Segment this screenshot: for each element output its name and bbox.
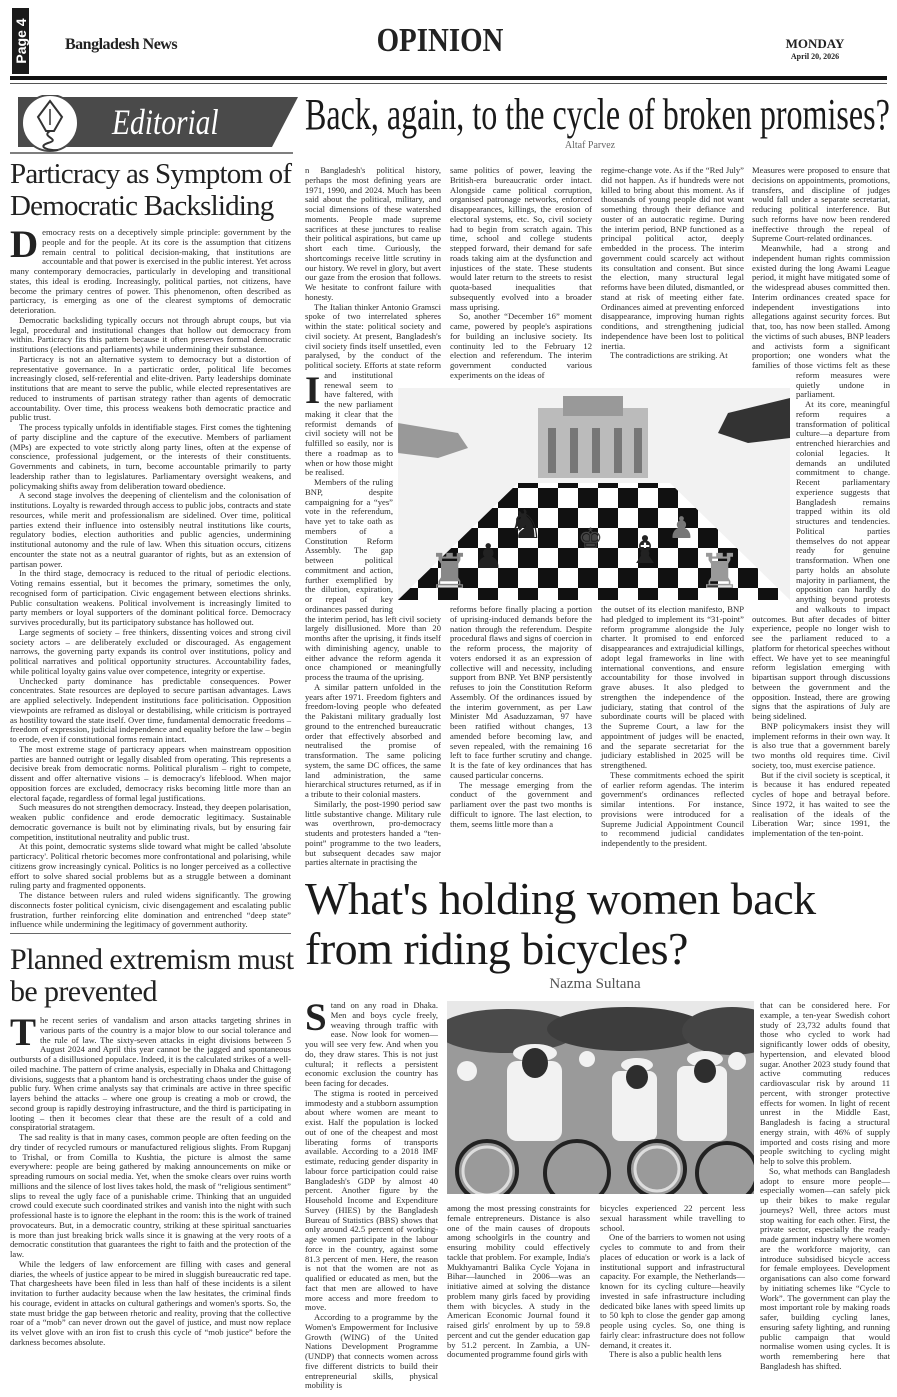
editorial-title: Planned extremism must be prevented: [10, 943, 294, 1008]
header-rule: [10, 76, 887, 80]
svg-text:♟: ♟: [668, 511, 695, 546]
paragraph: Such measures do not strengthen democracy. Instead, they deepen polarisation, weaken public confidence and erode democratic legitimacy. Sustainable democratic governance is built not by eliminating rivals, but by ensuring fair competition, institutional neutrality and public trust.: [10, 802, 291, 842]
column-text: [601, 605, 744, 849]
paragraph: bicycles experienced 22 percent less sexual harassment while travelling to school.: [600, 1203, 745, 1233]
column-text: [601, 166, 744, 361]
paragraph: So, what methods can Bangladesh adopt to ensure more people—especially women—can safely pick up their bikes to make regular journeys? Well, three actors must stop waiting for each other. First, the private sector, especially the ready-made garment industry where women are the workforce majority, can introduce subsidised bicycle access for female employees. Development organisations can also come forward by initiating schemes like “Cycle to Work”. The government can play the most important role by making roads safer, building cycling lanes, ensuring safety lighting, and running public campaign that would normalise women using cycles. It is worth remembering here that Bangladesh has shifted.: [760, 1165, 890, 1371]
svg-text:♝: ♝: [628, 528, 663, 572]
paragraph: In Bangladesh's political history, perhaps the most defining years are 1971, 1990, and 2024. Much has been said about the political, military, and social dimensions of these watershed moments. People made supreme sacrifices at these junctures to realise their political aspirations, but came up short each time. Curiously, the shortcomings receive little scrutiny in our history. We revel in glory, but avert our gaze from the erosion that follows. We hesitate to confront failure with honesty.: [305, 165, 441, 412]
paragraph: Stand on any road in Dhaka. Men and boys cycle freely, weaving through traffic with ease. Now look for women—you will see very few. And when you do, they draw stares. This is not just cultural; it reflects a persistent economic exclusion the country has been facing for decades.: [305, 996, 438, 1088]
column-text: [447, 1204, 590, 1360]
column-divider: [10, 933, 291, 934]
paragraph: At this point, democratic systems slide toward what might be called 'absolute particracy'. Political rhetoric becomes more confrontational and polarising, while citizens grow increasingly cynical. Politics is no longer perceived as a collective effort to solve shared social problems but as a struggle between a dominant ruling party and fragmented opponents.: [10, 841, 291, 891]
paragraph: the outset of its election manifesto, BNP had pledged to implement its “31-point” reform programme alongside the July charter. It promised to end enforced disappearances and extrajudicial killings, adopt legal frameworks in line with international conventions, and ensure accountability for those involved in grave abuses. It also pledged to strengthen the independence of the judiciary, stating that control of the subordinate courts will be placed with the Supreme Court, a law for the appointment of judges will be enacted, and the separate secretariat for the judiciary established in 2025 will be strengthened.: [601, 604, 744, 770]
paragraph: Democracy rests on a deceptively simple principle: government by the people and for the people. At its core is the assumption that citizens remain central to political decision-making, that institutions are accountable and that power is exercised in the public interest. Yet across many contemporary democracies, particularly in developing and transitional states, this ideal is eroding. Increasingly, political parties, not citizens, have become the primary centres of power. This phenomenon, often described as particracy, is emerging as one of the clearest symptoms of democratic deterioration.: [10, 223, 291, 315]
masthead: Bangladesh News: [65, 36, 178, 53]
article-byline: Nazma Sultana: [549, 976, 641, 992]
paragraph: There is also a public health lens: [609, 1349, 722, 1360]
editorial-body: [10, 1011, 291, 1348]
column-text: [305, 996, 438, 1391]
paragraph: reforms before finally placing a portion of uprising-induced demands before the nation through the referendum. Despite procedural flaws and signs of coercion in the reform process, the majority of voters endorsed it as an expression of collective will and necessity, including support from BNP. Yet BNP persistently refuses to join the Constitution Reform Assembly. Of the ordinances issued by the interim government, as per Law Minister Md Asaduzzaman, 97 have been ratified without changes, 13 amended before becoming law, and seven repealed, with the remaining 16 left to face further scrutiny and change. It is the fate of key ordinances that has caused particular concerns.: [450, 604, 592, 780]
paragraph: The most extreme stage of particracy appears when mainstream opposition parties are banned outright or legally disabled from operating. This represents a decisive break from democratic norms. Political pluralism – right to compete, dissent and offer alternative visions – is democracy's lifeblood. When major opposition forces are excluded, democracy risks becoming little more than an electoral façade, regardless of formal legal justifications.: [10, 743, 291, 803]
paragraph: BNP policymakers insist they will implement reforms in their own way. It is also true that a government barely two months old requires time. Civil society, too, must exercise patience.: [752, 720, 890, 770]
paragraph: These commitments echoed the spirit of earlier reform agendas. The interim government's ordinances reflected similar intentions. For instance, provisions were introduced for a Supreme Judicial Appointment Council to recommend judicial candidates independently to the president.: [601, 769, 744, 848]
issue-day: MONDAY: [785, 36, 845, 51]
paragraph: Unchecked party dominance has predictable consequences. Power concentrates. State resources are deployed to secure partisan advantages. Laws are applied selectively. Independent institutions face politicisation. Opposition viewpoints are reframed as disloyal or destabilising, while criticism is portrayed as hostility toward the state itself. Over time, fundamental democratic freedoms – freedom of expression, judicial independence and equality before the law – begin to erode, even if constitutional forms remain intact.: [10, 675, 291, 744]
paragraph: The process typically unfolds in identifiable stages. First comes the tightening of party discipline and the capture of the executive. Members of parliament (MPs) are expected to vote strictly along party lines, often at the expense of conscience, professional judgement, or the interests of their constituents. Governments and cabinets, in turn, become accountable primarily to party leadership rather than to legislatures. Parliamentary oversight weakens, and policymaking shifts away from deliberation toward obedience.: [10, 422, 291, 491]
paragraph: same politics of power, leaving the British-era bureaucratic order intact. Alongside came political corruption, organised patronage networks, enforced disappearances, killings, the erosion of electoral systems, etc. So, civil society had to begin from scratch again. This time, school and college students stepped forward, their demand for safe roads taking aim at the dysfunction and injustices of the state. These students would later return to the streets to resist quota-based inequalities that subsequently evolved into a broader mass uprising.: [450, 165, 592, 312]
column-text: [760, 1001, 890, 1372]
paragraph: According to a programme by the Women's Empowerment for Inclusive Growth (WING) of the United Nations Development Programme (UNDP) that connects women across five different districts to build their entrepreneurial skills, physical mobility is: [305, 1312, 438, 1391]
svg-text:♞: ♞: [508, 502, 544, 548]
article-column: [305, 996, 438, 1391]
women-cyclists-photo: [447, 1001, 754, 1194]
article-column: [447, 1204, 590, 1360]
page-number-badge: [12, 8, 29, 74]
paragraph: At its core, meaningful reform requires a transformation of political culture—a departure from entrenched hierarchies and colonial legacies. It demands an undiluted commitment to change. Recent parliamentary experience suggests that Bangladesh remains trapped within its old structures and tendencies. Political parties themselves do not appear ready for genuine transformation. When one party holds an absolute majority in parliament, the opposition can hardly do anything beyond protests and walkouts to impact outcomes. But after decades of bitter experience, people no longer wish to see the parliament reduced to a platform for rhetorical speeches without effect. We have yet to see meaningful reform legislation emerging with bipartisan support through discussions between the government and the opposition. Instead, there are growing signs that the aspirations of July are being sidelined.: [752, 399, 890, 721]
paragraph: Large segments of society – free thinkers, dissenting voices and strong civil society actors – are deliberately excluded or discouraged. As engagement narrows, the governing party expands its control over institutions, policy and political narratives and political opportunity structures. Accountability fades, while political loyalty gains value over competence, integrity or expertise.: [10, 626, 291, 676]
article-column: [450, 605, 592, 829]
header-rule-thin: [10, 83, 887, 84]
article-column: [760, 1001, 890, 1372]
paragraph: Similarly, the post-1990 period saw little substantive change. Military rule was overthrown, pro-democracy students and protesters handed a “ten-point” programme to the two leaders, but subsequent decades saw major parties alternate in practising the: [305, 798, 441, 868]
editorial-label: Editorial: [112, 102, 219, 142]
paragraph: The Italian thinker Antonio Gramsci spoke of two interrelated spheres within the state: political society and civil society. At present, Bangladesh's civil society finds itself unsettled, even paralysed, by the conduct of the political society. Efforts at state reform and institutional renewal seem to have faltered, with the new parliament making it clear that the reformist demands of civil society will not be fulfilled so easily, nor is there a roadmap as to when or how those might be realised.: [305, 301, 441, 478]
chessboard-illustration: [398, 388, 790, 600]
article-byline: Altaf Parvez: [564, 140, 616, 151]
paragraph: So, another “December 16” moment came, powered by people's aspirations for building an inclusive society. Its continuity led to the February 12 election and referendum. The interim government conducted various experiments on the ideas of: [450, 311, 592, 380]
page-label: Page 4: [12, 18, 29, 64]
paragraph: regime-change vote. As if the “Red July” did not happen. As if hundreds were not killed to bring about this moment. As if thousands of young people did not want something through their defiance and ouster of an autocratic regime. During the interim period, BNP functioned as a principal political actor, deeply embedded in the process. The interim government could scarcely act without its consultation and consent. But since the election, many structural legal reforms have been diluted, dismantled, or stand at risk of meeting either fate. Ordinances aimed at preventing enforced disappearance, improving human rights conditions, and strengthening judicial independence have been lost to political inertia.: [601, 165, 744, 351]
fountain-pen-icon: [22, 95, 78, 151]
paragraph: The contradictions are striking. At: [610, 350, 728, 361]
paragraph: The distance between rulers and ruled widens significantly. The growing disconnects foster political cynicism, civic disengagement and escalating public frustration, further reinforcing elite domination and entrenched “deep state” influence while undermining the legitimacy of government authority.: [10, 890, 291, 930]
editorial-body: [10, 223, 291, 930]
paragraph: In the third stage, democracy is reduced to the ritual of periodic elections. Voting remains essential, but it becomes the primary, sometimes the only, recognised form of participation. Civic engagement between elections shrinks. Public consultation weakens. Political involvement is increasingly limited to party members or loyal supporters of the dominant political force. Democracy survives procedurally, but its participatory substance has hollowed out.: [10, 568, 291, 627]
paragraph: among the most pressing constraints for female entrepreneurs. Distance is also one of the main causes of dropouts among schoolgirls in the country and ensuring mobility could effectively tackle that problem. For example, India's Mukhyamantri Balika Cycle Yojana in Bihar—launched in 2006—was an initiative aimed at solving the distance problem many girls faced by providing them with bicycles. A study in the American Economic Journal found it raised girls' enrolment by up to 59.8 percent and cut the gender education gap by 51.2 percent. In Zambia, a UN-documented programme found girls with: [447, 1203, 590, 1360]
column-text: [600, 1204, 745, 1360]
article-column: [601, 605, 744, 849]
svg-text:♜: ♜: [698, 544, 742, 600]
paragraph: One of the barriers to women not using cycles to commute to and from their places of education or work is a lack of institutional support and infrastructural capacity. For example, the Netherlands—known for its cycling culture—heavily invested in safe infrastructure including dedicated bike lanes with speed limits up to 50 kph to close the gender gap among people using cycles. So, one thing is fairly clear: infrastructure does not follow demand, it creates it.: [600, 1232, 745, 1350]
paragraph: The stigma is rooted in perceived immodesty and a stubborn assumption about where women are meant to exist. Half the population is locked out of one of the cheapest and most liberating forms of transports available. According to a 2018 IMF estimate, reducing gender disparity in labour force participation could raise Bangladesh's GDP by almost 40 percent. Another figure by the Household Income and Expenditure Survey (HIES) by the Bangladesh Bureau of Statistics (BBS) shows that only around 42.5 percent of working-age women participate in the labour force in the country, against some 81.3 percent of men. Here, the reason is not that the women are not as qualified or educated as men, but the fact that men are allowed to have more access and more freedom to move.: [305, 1087, 438, 1313]
paragraph: The recent series of vandalism and arson attacks targeting shrines in various parts of the country is a major blow to our social tolerance and the rule of law. The sixty-seven attacks in eight divisions between 5 August 2024 and April this year cannot be the jagged and spontaneous outbursts of a disillusioned populace. Indeed, it is the calculated strikes of a well-oiled machine. The pattern of crime analysis, especially in Dhaka and Chittagong divisions, suggests that a phantom hand is orchestrating chaos under the guise of public fury. When crime analysts say that criminals are active in three specific layers behind the attacks – where one group is creating a mob or crowd, the second group is rapidly destroying infrastructure, and the third is participating in looting – then it becomes clear that these are the result of a cold and conspiratorial stratagem.: [10, 1011, 291, 1133]
article-headline: What's holding women back from riding bicycles?: [305, 873, 816, 974]
column-text: [450, 605, 592, 829]
article-column: [601, 166, 744, 361]
paragraph: A second stage involves the deepening of clientelism and the colonisation of institutions. Loyalty is rewarded through access to public jobs, contracts and state resources, while merit and professionalism are sidelined. Over time, political parties extend their influence into ostensibly neutral institutions like courts, regulatory bodies, election authorities and public agencies, undermining institutional autonomy and the rule of law. When this situation occurs, citizens encounter the state not as a neutral guarantor of rights, but as an extension of partisan power.: [10, 490, 291, 569]
issue-date: April 20, 2026: [790, 52, 840, 61]
article-column: [450, 166, 592, 381]
paragraph: The sad reality is that in many cases, common people are often feeding on the dry tinder of recycled rumours or manufactured religious slights. From Rupganj to Trishal, or from Comilla to Kushtia, the picture is almost the same everywhere: people are being gathered by making announcements on mike or spreading rumours on social media. Yet, when the smoke clears over ruins worth millions and the silence of lost lives takes hold, the mask of “religious sentiment” slips to reveal the ugly face of a punishable crime. Thinking that an unguided crowd could execute such coordinated strikes and vanish into the night with such professional haste is to ignore the elephant in the room: this is the work of trained provocateurs. But, in a democratic country, striking at these spiritual sanctuaries is more than just breaking brick walls since it is gnawing at the very roots of a democratic constitution that guarantees the right to faith and the protection of the law.: [10, 1132, 291, 1259]
svg-text:♟: ♟: [473, 537, 504, 577]
paragraph: Particracy is not an alternative system to democracy but a distortion of representative governance. In a particratic order, political life becomes increasingly closed, self-referential and elite-driven. Party leaderships dominate institutions that are meant to serve the public, while elected representatives are reduced to instruments of partisan strategy rather than agents of democratic accountability. Over time, this process weakens both democratic practice and public trust.: [10, 353, 291, 423]
paragraph: Members of the ruling BNP, despite campaigning for a “yes” vote in the referendum, have yet to take oath as members of a Constitution Reform Assembly. The gap between political commitment and action, further exemplified by the dilution, expiration, or repeal of key ordinances passed during the interim period, has left civil society largely disillusioned. More than 20 months after the uprising, it finds itself with diminishing agency, unable to either advance the reform agenda it once championed or meaningfully process the trauma of the uprising.: [305, 477, 441, 682]
paragraph: A similar pattern unfolded in the years after 1971. Freedom fighters and freedom-loving people who defeated the Pakistani military gradually lost ground to the entrenched bureaucratic order that effectively absorbed and neutralised the promise of transformation. The same policing system, the same DC offices, the same land administration, the same hierarchical structures returned, as if in a tribute to their colonial masters.: [305, 681, 441, 799]
article-column: [600, 1204, 745, 1360]
paragraph: While the ledgers of law enforcement are filling with cases and general diaries, the wheels of justice appear to be mired in sluggish bureaucratic red tape. That chargesheets have been filed in less than half of these incidents is a silent invitation to further audacity because when the law hesitates, the criminal finds his courage, evident in attacks on cultural gatherings and women's sports. So, the state must bridge the gap between rhetoric and reality, proving that the collective roar of a “mob” can never drown out the gavel of justice, and must now replace its velvet glove with an iron fist to crush this cycle of “mob justice” before the darkness becomes absolute.: [10, 1258, 291, 1347]
svg-text:♜: ♜: [428, 544, 472, 600]
paragraph: But if the civil society is sceptical, it is because it has endured repeated cycles of hope and betrayal before. Since 1972, it has waited to see the realisation of the ideals of the Liberation War; since 1991, the implementation of the ten-point.: [752, 769, 890, 838]
editorial-banner: [10, 95, 298, 155]
column-text: [450, 166, 592, 381]
svg-text:♚: ♚: [578, 522, 604, 555]
editorial-title: Particracy as Symptom of Democratic Backsliding: [10, 158, 292, 222]
paragraph: Measures were proposed to ensure that decisions on appointments, promotions, transfers, and discipline of judges would fall under a separate secretariat, reducing political interference. But such reforms have now been rendered ineffective through the repeal of Supreme Court-related ordinances.: [752, 165, 890, 244]
article-headline: Back, again, to the cycle of broken promises?: [305, 90, 890, 139]
paragraph: The message emerging from the conduct of the government and parliament over the past two months is difficult to ignore. The last election, to them, seems little more than a: [450, 779, 592, 829]
paragraph: Democratic backsliding typically occurs not through abrupt coups, but via legal, procedural and institutional changes that hollow out democracy from within. Particracy fits this pattern because it often preserves formal democratic institutions (elections and parliaments) while undermining their substance.: [10, 314, 291, 354]
parliament-building: [538, 396, 648, 478]
section-title: OPINION: [376, 22, 504, 59]
paragraph: that can be considered here. For example, a ten-year Swedish cohort study of 23,732 adults found that those who cycled to work had significantly lower odds of obesity, hypertension, and elevated blood sugar. Another 2023 study found that active commuting reduces cardiovascular risk by around 11 percent, with stronger protective effects for women. In light of recent unrest in the Middle East, Bangladesh is facing a structural energy strain, with 46% of supply imported and costs rising and more people switching to cycling might help to solve this problem.: [760, 1000, 890, 1166]
paragraph: Meanwhile, had a strong and independent human rights commission existed during the long Awami League period, it might have mitigated some of the widespread abuses committed then. Interim ordinances created space for independent investigations into allegations against security forces. But that, too, has now been stalled. Among the victims of such abuses, BNP leaders and activists form a significant proportion; one wonders what the families of those victims felt as these reform measures were quietly undone in parliament.: [752, 243, 890, 400]
